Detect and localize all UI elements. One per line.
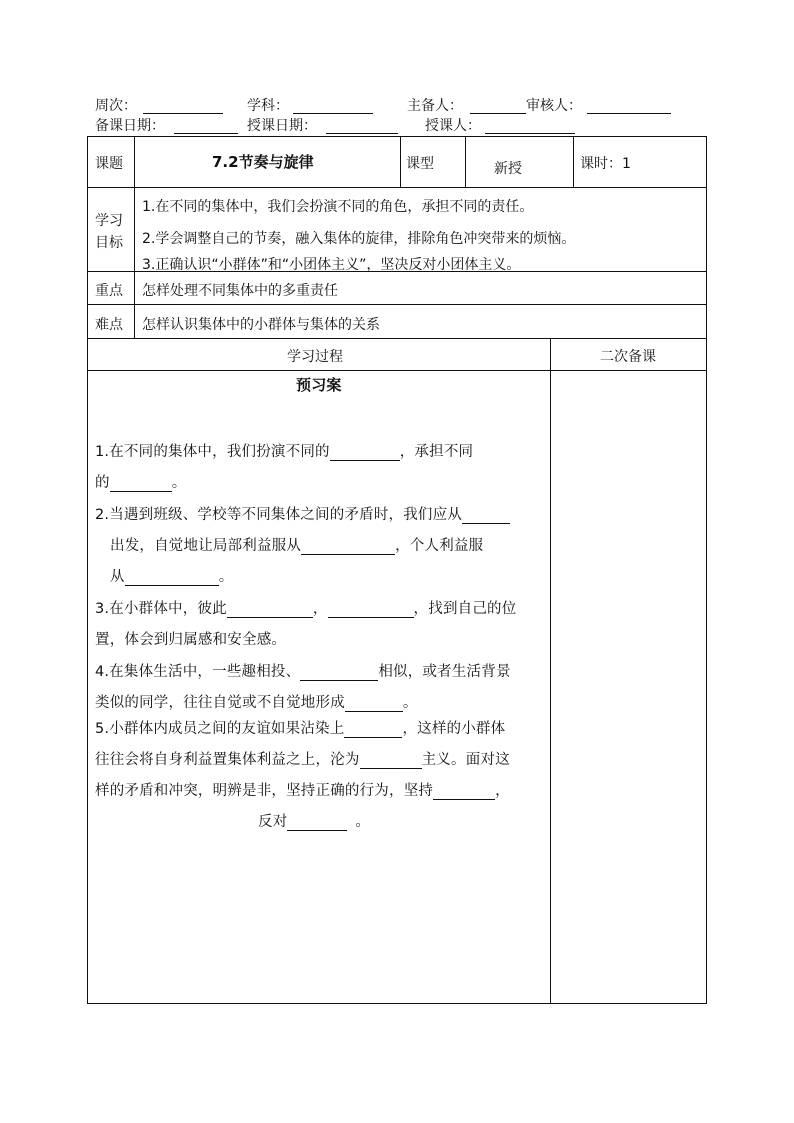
q5-blank-2[interactable] (360, 754, 422, 769)
goals-label-2: 目标 (95, 235, 123, 251)
teach-date-label: 授课日期： (247, 118, 317, 134)
q2-line-3: 从 。 (110, 569, 234, 585)
key-value: 怎样处理不同集体中的多重责任 (142, 283, 338, 299)
prep-date-blank[interactable] (174, 119, 238, 134)
goal-item-2: 2.学会调整自己的节奏，融入集体的旋律，排除角色冲突带来的烦恼。 (142, 231, 576, 247)
topic-label: 课题 (95, 156, 123, 172)
q1-line-2: 的 。 (95, 475, 187, 491)
q4-line-2: 类似的同学，往往自觉或不自觉地形成 。 (95, 695, 418, 711)
q2-blank-3[interactable] (125, 571, 219, 586)
q5-blank-3[interactable] (433, 785, 495, 800)
q4-line-1: 4.在集体生活中，一些趣相投、 相似，或者生活背景 (95, 664, 511, 680)
difficulty-label: 难点 (95, 317, 123, 333)
period-label: 课时：1 (580, 156, 631, 172)
q4-blank-1[interactable] (300, 666, 378, 681)
week-label: 周次： (95, 98, 137, 114)
key-label: 重点 (95, 283, 123, 299)
q2-line-2: 出发，自觉地让局部利益服从 ，个人利益服 (110, 538, 484, 554)
subject-blank[interactable] (293, 99, 373, 114)
goal-item-3: 3.正确认识“小群体”和“小团体主义”，坚决反对小团体主义。 (142, 257, 521, 273)
preview-title: 预习案 (296, 376, 342, 394)
difficulty-value: 怎样认识集体中的小群体与集体的关系 (142, 317, 380, 333)
q3-line-2: 置，体会到归属感和安全感。 (95, 632, 287, 648)
q4-blank-2[interactable] (345, 697, 403, 712)
q1-blank-1[interactable] (330, 446, 400, 461)
process-header: 学习过程 (287, 349, 343, 365)
q1-blank-2[interactable] (110, 477, 172, 492)
q5-line-1: 5.小群体内成员之间的友谊如果沾染上 ，这样的小群体 (95, 721, 506, 737)
q3-line-1: 3.在小群体中，彼此 ， ，找到自己的位 (95, 601, 517, 617)
preparer-blank[interactable] (470, 99, 526, 114)
q5-line-2: 往往会将自身利益置集体利益之上，沦为 主义。面对这 (95, 752, 510, 768)
q1-line-1: 1.在不同的集体中，我们扮演不同的 ，承担不同 (95, 444, 474, 460)
goals-label-1: 学习 (95, 213, 123, 229)
teacher-blank[interactable] (485, 119, 575, 134)
q3-blank-2[interactable] (328, 603, 414, 618)
q5-line-3: 样的矛盾和冲突，明辨是非，坚持正确的行为，坚持 ， (95, 783, 510, 799)
q2-blank-1[interactable] (462, 509, 510, 524)
prep-date-label: 备课日期： (95, 118, 165, 134)
q5-blank-4[interactable] (287, 816, 347, 831)
preparer-label: 主备人： (407, 98, 463, 114)
q5-line-4: 反对 。 (258, 814, 371, 830)
second-prep-header: 二次备课 (600, 349, 656, 365)
teach-date-blank[interactable] (326, 119, 398, 134)
goal-item-1: 1.在不同的集体中，我们会扮演不同的角色，承担不同的责任。 (142, 199, 534, 215)
type-value: 新授 (494, 161, 522, 177)
q2-blank-2[interactable] (301, 540, 395, 555)
q5-blank-1[interactable] (344, 723, 402, 738)
type-label: 课型 (406, 156, 434, 172)
week-blank[interactable] (143, 99, 223, 114)
q2-line-1: 2.当遇到班级、学校等不同集体之间的矛盾时，我们应从 (95, 503, 510, 524)
reviewer-label: 审核人： (526, 98, 582, 114)
reviewer-blank[interactable] (587, 99, 671, 114)
teacher-label: 授课人： (425, 118, 481, 134)
topic-value: 7.2节奏与旋律 (212, 153, 314, 171)
q3-blank-1[interactable] (227, 603, 313, 618)
subject-label: 学科： (247, 98, 289, 114)
